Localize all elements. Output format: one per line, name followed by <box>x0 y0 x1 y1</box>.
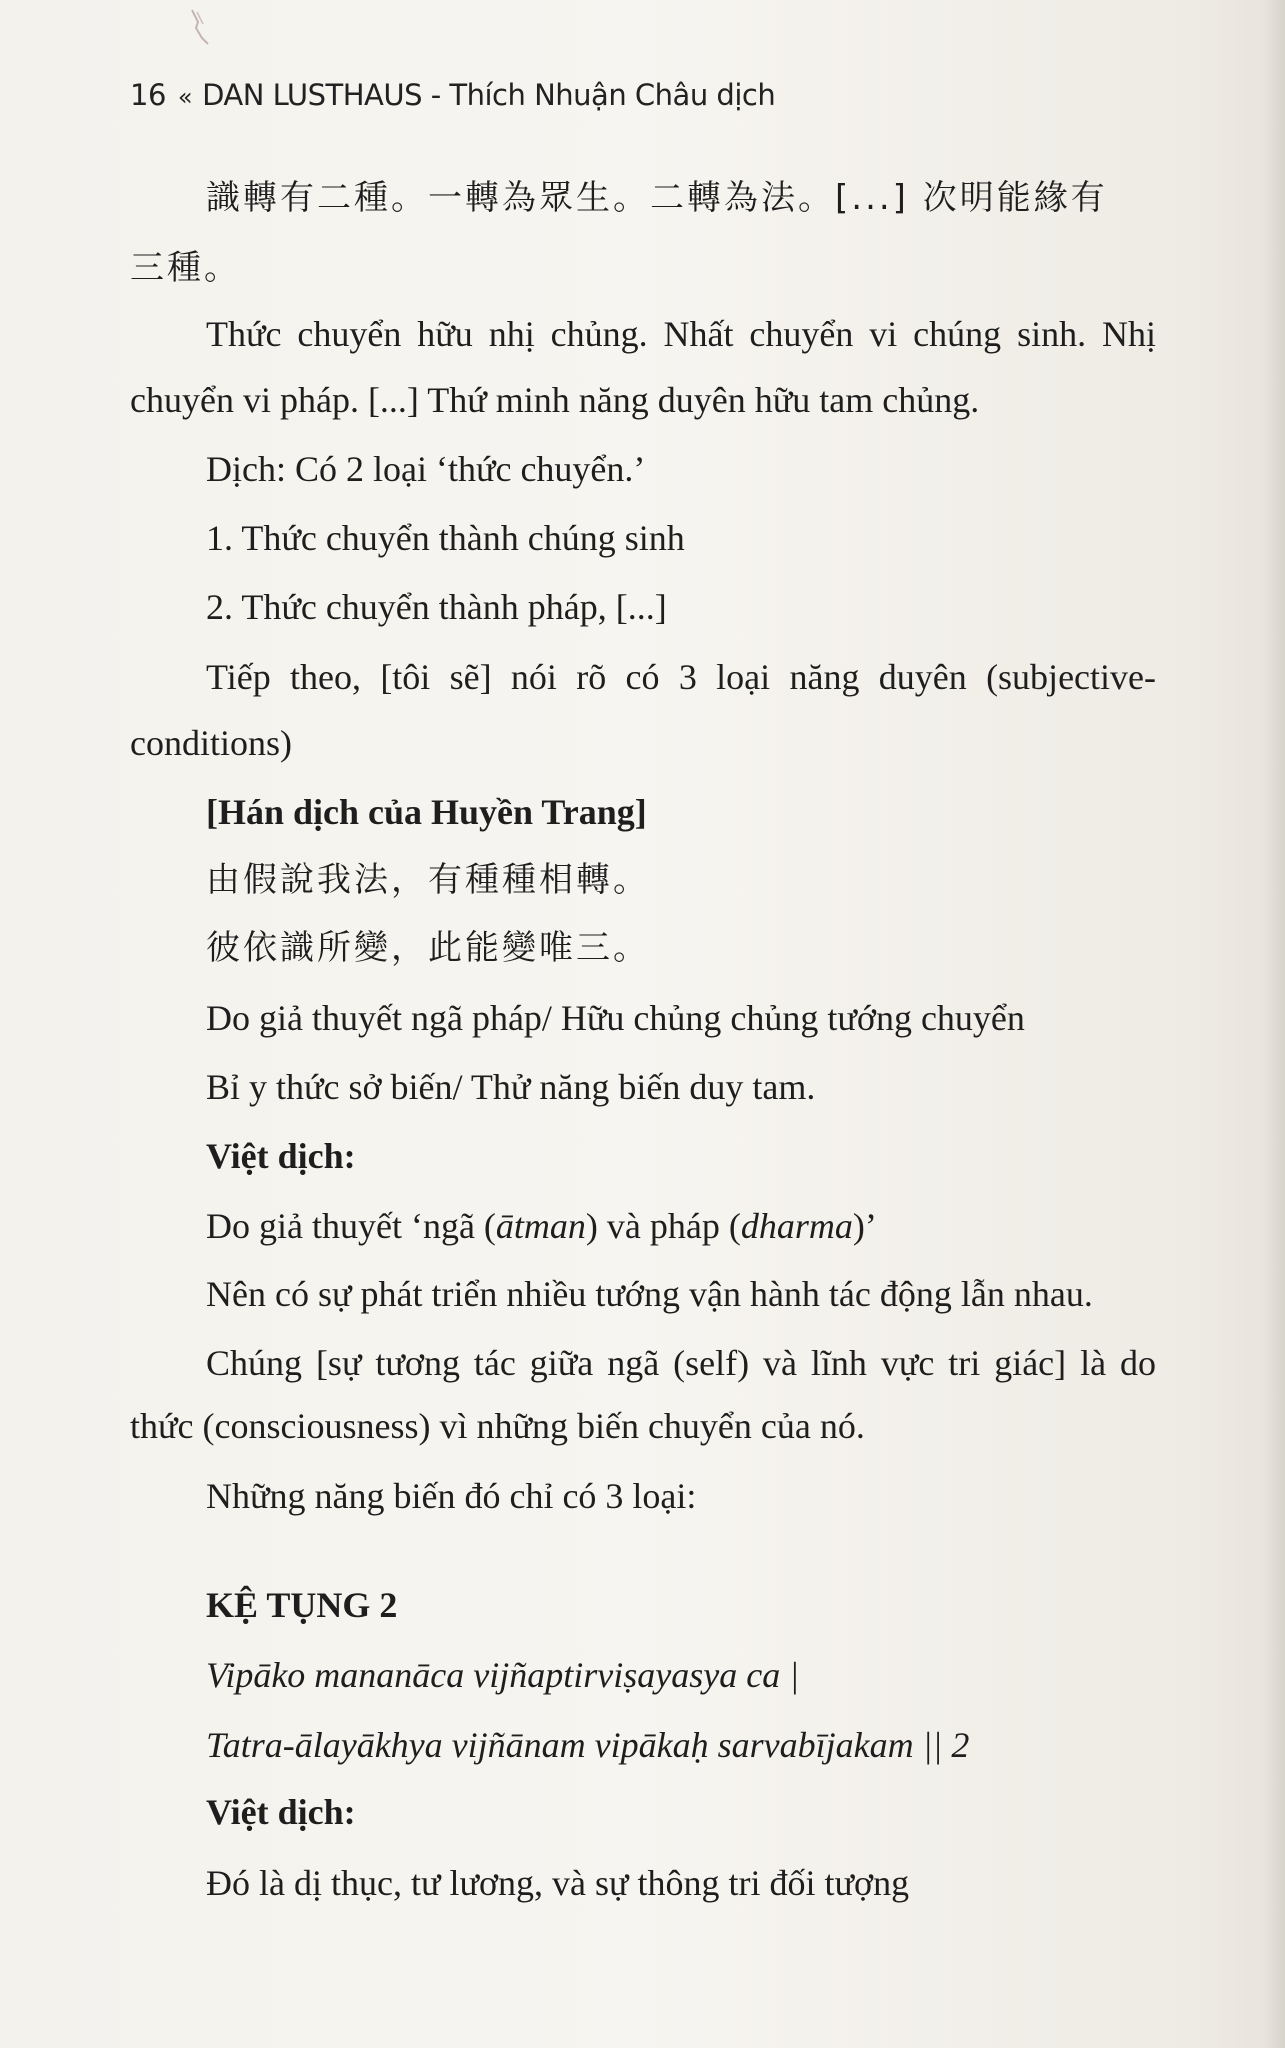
viet-translation-line-3a: Chúng [sự tương tác giữa ngã (self) và lĩnh vực tri giác] là do <box>206 1343 1156 1383</box>
section-heading-viet-2: Việt dịch: <box>206 1792 356 1832</box>
sanskrit-verse-line-2: Tatra-ālayākhya vijñānam vipākaḥ sarvabījakam || 2 <box>206 1725 970 1765</box>
transliteration-line-2: chuyển vi pháp. [...] Thứ minh năng duyên hữu tam chủng. <box>130 380 980 420</box>
viet-text: ) và pháp ( <box>585 1206 741 1246</box>
list-item-1: 1. Thức chuyển thành chúng sinh <box>206 518 685 558</box>
sino-viet-line-2: Bỉ y thức sở biến/ Thử năng biến duy tam. <box>206 1067 816 1107</box>
translation-intro: Dịch: Có 2 loại ‘thức chuyển.’ <box>206 449 646 489</box>
term-dharma: dharma <box>740 1206 853 1246</box>
ink-smudge-mark <box>188 8 214 46</box>
sino-viet-line-1: Do giả thuyết ngã pháp/ Hữu chủng chủng tướng chuyển <box>206 998 1025 1038</box>
section-heading-ke-tung: KỆ TỤNG 2 <box>206 1585 398 1625</box>
viet-translation-line-3b: thức (consciousness) vì những biến chuyển của nó. <box>130 1406 865 1446</box>
paragraph-line-2: conditions) <box>130 723 292 763</box>
header-separator: « <box>177 83 193 111</box>
page-edge-shadow <box>1263 0 1285 2048</box>
transliteration-line-1: Thức chuyển hữu nhị chủng. Nhất chuyển vi chúng sinh. Nhị <box>206 314 1156 354</box>
running-header <box>130 78 775 112</box>
viet-translation-line-4: Những năng biến đó chỉ có 3 loại: <box>206 1476 697 1516</box>
viet-text: )’ <box>852 1206 877 1246</box>
section-heading-han: [Hán dịch của Huyền Trang] <box>206 792 647 832</box>
han-verse-line-1: 由假說我法，有種種相轉。 <box>206 860 650 900</box>
term-atman: ātman <box>495 1206 586 1246</box>
viet-translation-line-2: Nên có sự phát triển nhiều tướng vận hành tác động lẫn nhau. <box>206 1274 1093 1314</box>
chinese-passage-line-1: 識轉有二種。一轉為眾生。二轉為法。[...] 次明能緣有 <box>206 178 1108 218</box>
chinese-passage-line-2: 三種。 <box>130 248 241 288</box>
viet-translation-line-1 <box>206 1204 877 1248</box>
running-title: DAN LUSTHAUS - Thích Nhuận Châu dịch <box>202 78 776 112</box>
list-item-2: 2. Thức chuyển thành pháp, [...] <box>206 587 667 627</box>
page-number: 16 <box>130 78 166 112</box>
paragraph-line-1: Tiếp theo, [tôi sẽ] nói rõ có 3 loại năng duyên (subjective- <box>206 657 1156 697</box>
section-heading-viet-1: Việt dịch: <box>206 1136 356 1176</box>
viet-text: Do giả thuyết ‘ngã ( <box>206 1206 496 1246</box>
viet-translation-final: Đó là dị thục, tư lương, và sự thông tri đối tượng <box>206 1863 910 1903</box>
han-verse-line-2: 彼依識所變，此能變唯三。 <box>206 928 650 968</box>
sanskrit-verse-line-1: Vipāko mananāca vijñaptirviṣayasya ca | <box>206 1655 800 1695</box>
